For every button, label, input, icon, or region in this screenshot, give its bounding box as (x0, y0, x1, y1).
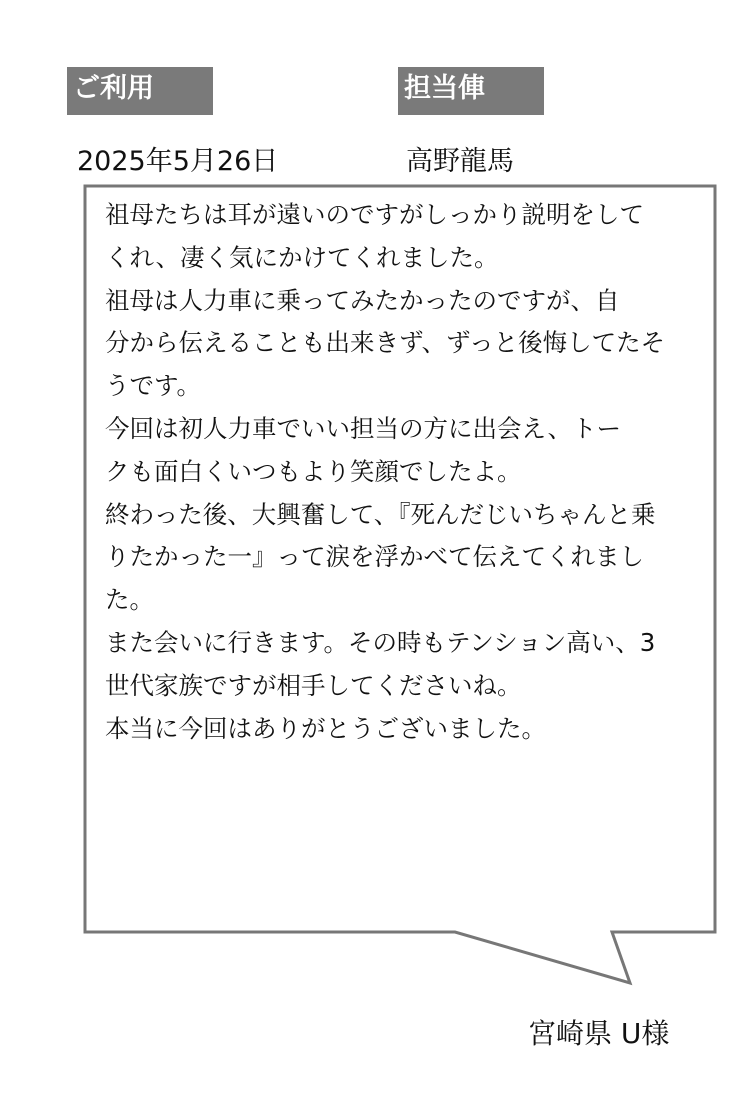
usage-label-text: ご利用 (73, 73, 154, 104)
message-line: うです。 (105, 371, 202, 401)
customer-signature: 宮崎県 U様 (528, 1017, 670, 1050)
usage-date: 2025年5月26日 (77, 146, 279, 177)
message-line: た。 (105, 585, 154, 615)
message-line: 分から伝えることも出来きず、ずっと後悔してたそ (105, 328, 666, 358)
staff-name: 高野龍馬 (406, 146, 514, 177)
message-line: 祖母は人力車に乗ってみたかったのですが、自 (105, 285, 620, 315)
message-line: くれ、凄く気にかけてくれました。 (105, 242, 499, 272)
message-line: 今回は初人力車でいい担当の方に出会え、トー (105, 413, 621, 443)
message-line: また会いに行きます。その時もテンション高い、3 (105, 627, 656, 657)
message-line: りたかった一』って涙を浮かべて伝えてくれまし (105, 542, 644, 572)
testimonial-message (105, 194, 705, 750)
message-line: 世代家族ですが相手してくださいね。 (105, 670, 522, 700)
staff-label-text: 担当俥 (404, 73, 485, 104)
message-line: 祖母たちは耳が遠いのですがしっかり説明をして (105, 200, 644, 229)
message-line: 本当に今回はありがとうございました。 (105, 713, 546, 743)
message-line: 終わった後、大興奮して、『死んだじいちゃんと乗 (105, 499, 656, 529)
message-line: クも面白くいつもより笑顔でしたよ。 (105, 456, 522, 486)
